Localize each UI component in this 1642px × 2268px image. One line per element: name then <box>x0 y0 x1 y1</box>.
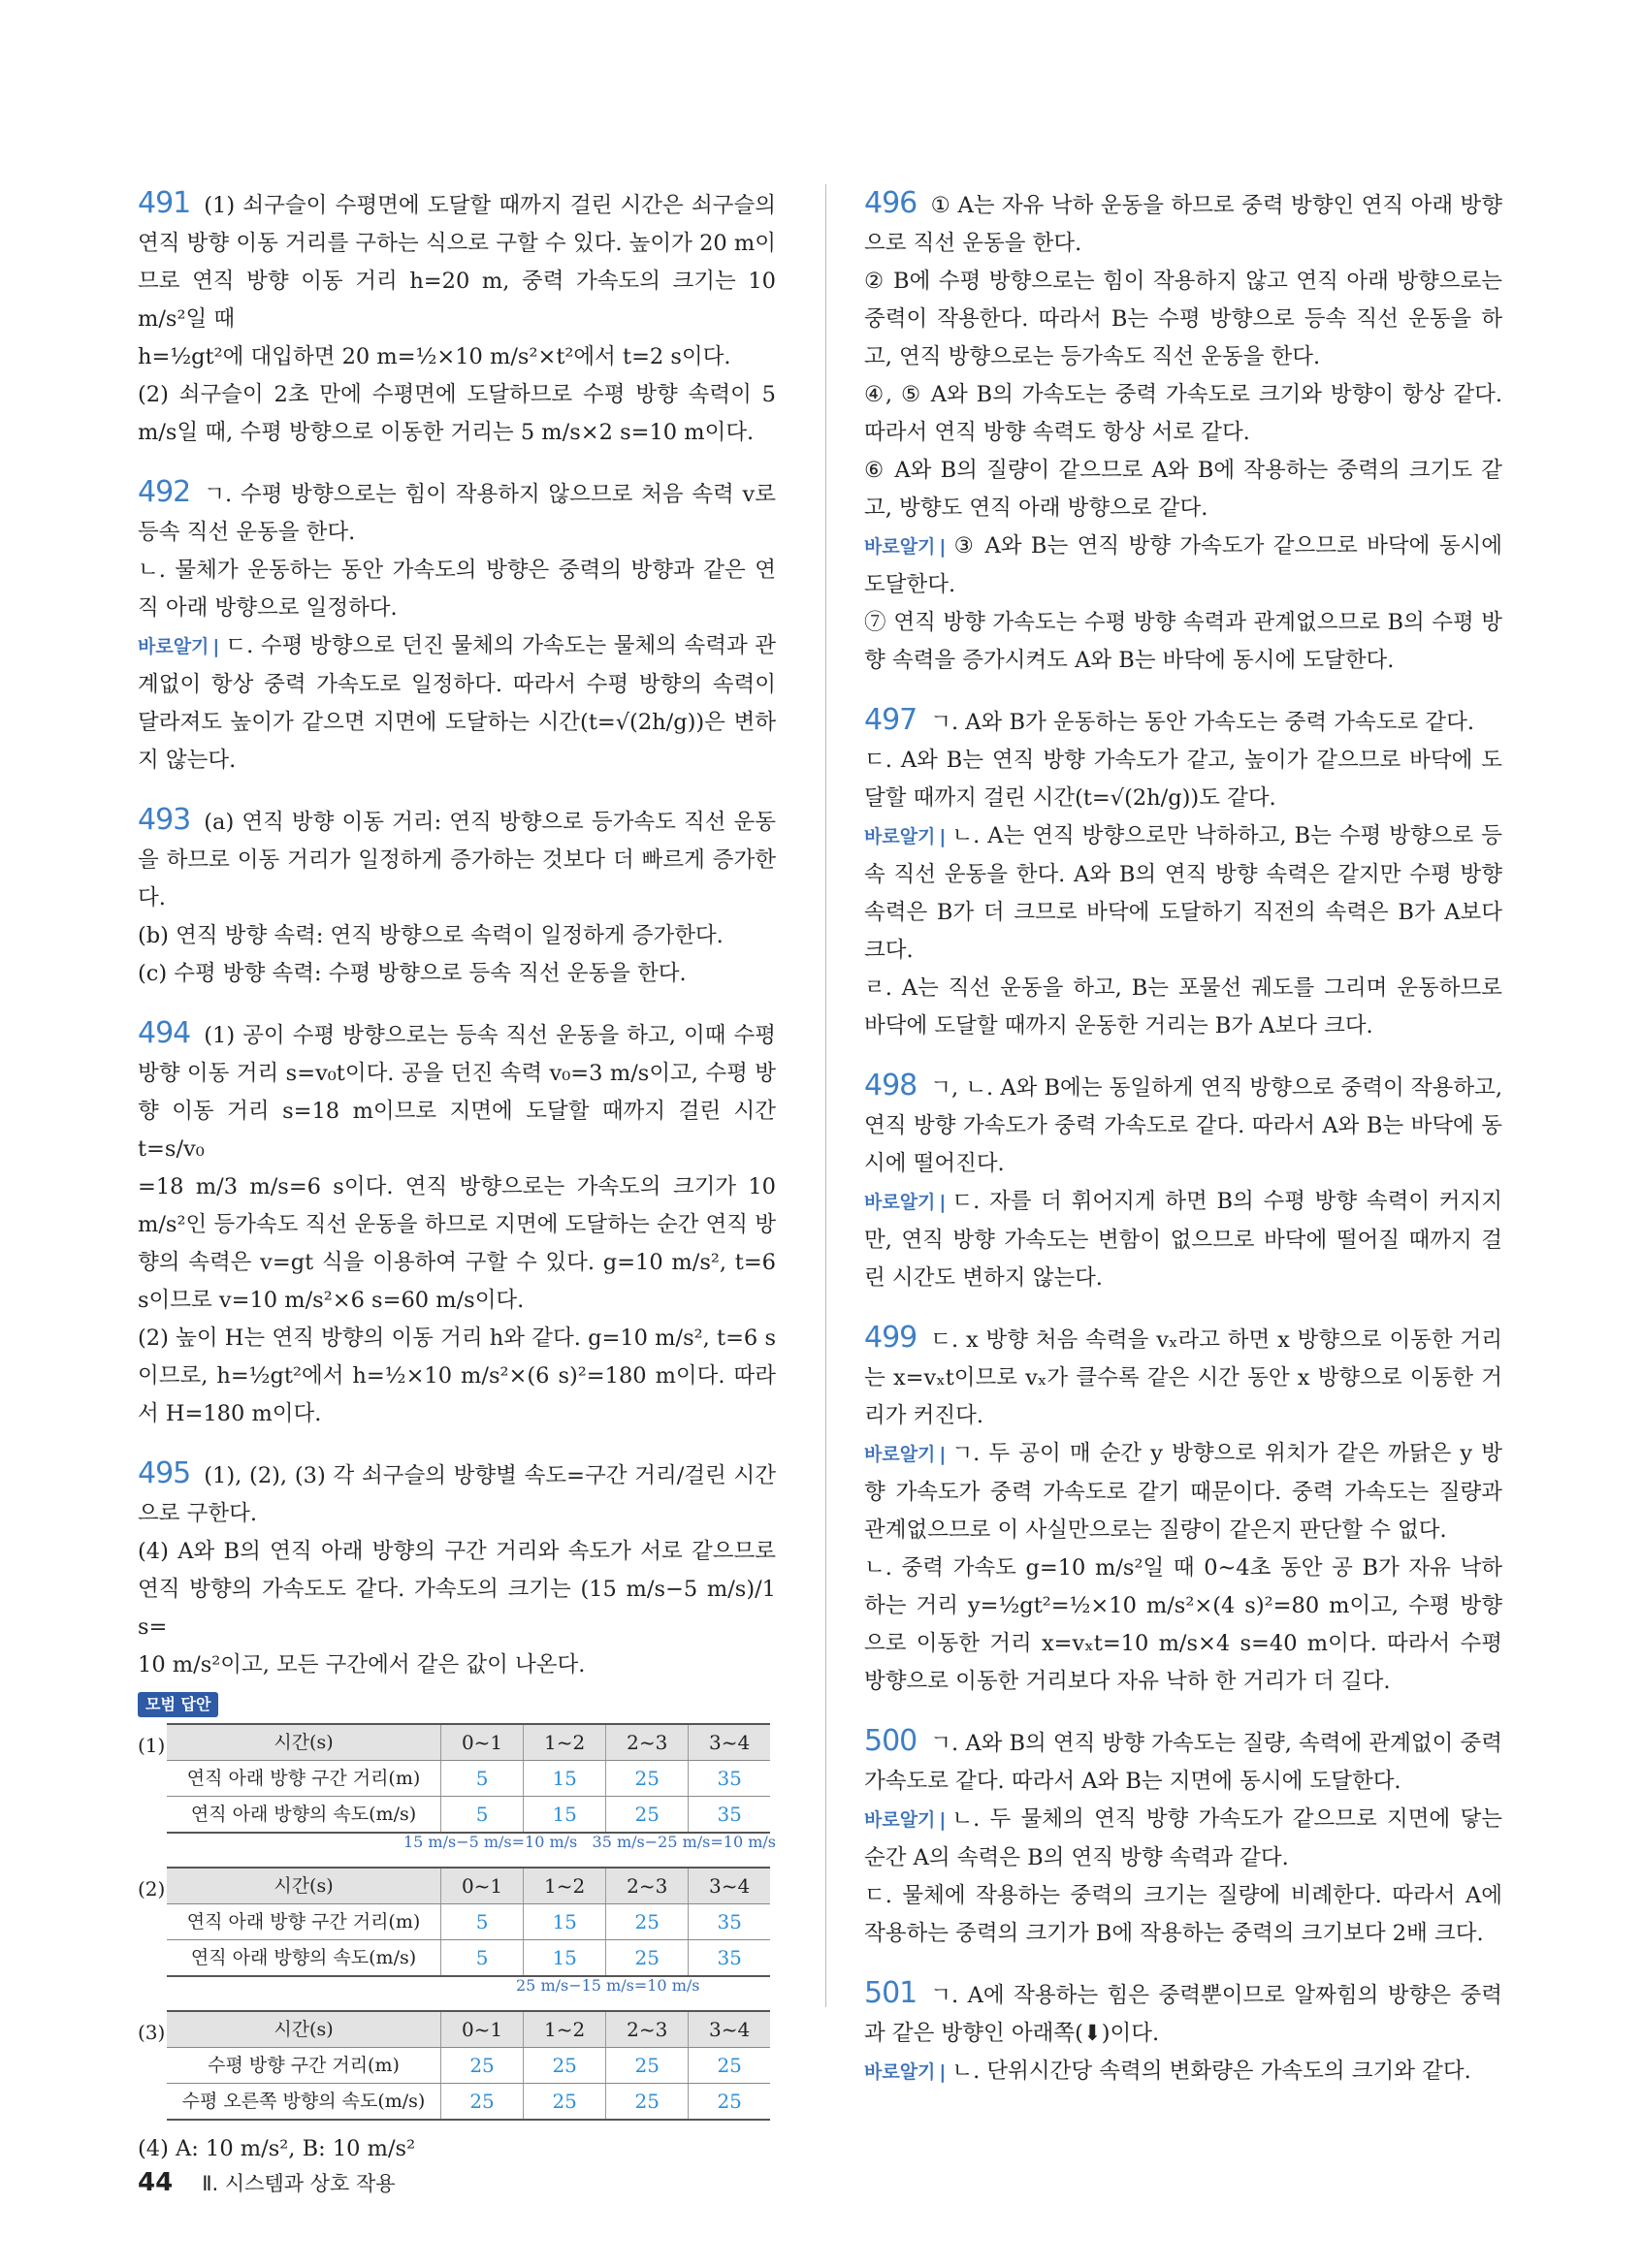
solution-line: (a) 연직 방향 이동 거리: 연직 방향으로 등가속도 직선 운동을 하므로 이동 거리가 일정하게 증가하는 것보다 더 빠르게 증가한다. <box>138 810 776 910</box>
annotation-text: 25 m/s−15 m/s=10 m/s <box>516 1976 700 1995</box>
annotation-text: 35 m/s−25 m/s=10 m/s <box>592 1833 776 1851</box>
solution-line: ⑦ 연직 방향 가속도는 수평 방향 속력과 관계없으므로 B의 수평 방향 속력을 증가시켜도 A와 B는 바닥에 동시에 도달한다. <box>864 610 1502 673</box>
solution-line: ① A는 자유 낙하 운동을 하므로 중력 방향인 연직 아래 방향으로 직선 운동을 한다. <box>864 193 1502 256</box>
table-cell: 25 <box>689 2048 770 2084</box>
problem-498 <box>864 1067 1502 1297</box>
problem-number: 500 <box>864 1724 918 1758</box>
page-number: 44 <box>138 2168 174 2197</box>
table-cell: 25 <box>606 1940 689 1977</box>
table-cell: 15 <box>524 1904 606 1940</box>
column-divider <box>825 184 826 2007</box>
answer-4: (4) A: 10 m/s², B: 10 m/s² <box>138 2136 416 2161</box>
row-header: 수평 오른쪽 방향의 속도(m/s) <box>167 2084 441 2121</box>
difference-annotation <box>138 1977 776 2006</box>
page-footer <box>138 2168 396 2197</box>
correction-text: ㄴ. 단위시간당 속력의 변화량은 가속도의 크기와 같다. <box>951 2059 1471 2084</box>
header-cell: 0~1 <box>441 2011 524 2048</box>
solution-line: ㄹ. A는 직선 운동을 하고, B는 포물선 궤도를 그리며 운동하므로 바닥에 도달할 때까지 운동한 거리는 B가 A보다 크다. <box>864 975 1502 1038</box>
answer-table-3 <box>138 2010 776 2121</box>
row-header: 연직 아래 방향의 속도(m/s) <box>167 1797 441 1834</box>
solution-line: =18 m/3 m/s=6 s이다. 연직 방향으로는 가속도의 크기가 10 m/s²인 등가속도 직선 운동을 하므로 지면에 도달하는 순간 연직 방향의 속력은 v=gt 식을 이용하여 구할 수 있다. g=10 m/s², t=6 s이므로 v=10 m/s²×6 s=60 m/s이다. <box>138 1174 776 1313</box>
problem-495 <box>138 1454 776 2168</box>
solution-line: (b) 연직 방향 속력: 연직 방향으로 속력이 일정하게 증가한다. <box>138 923 724 948</box>
problem-number: 496 <box>864 186 918 220</box>
solution-line: ㄱ. A와 B가 운동하는 동안 가속도는 중력 가속도로 같다. <box>930 710 1475 735</box>
solution-line: (1) 쇠구슬이 수평면에 도달할 때까지 걸린 시간은 쇠구슬의 연직 방향 이동 거리를 구하는 식으로 구할 수 있다. 높이가 20 m이므로 연직 방향 이동 거리 h=20 m, 중력 가속도의 크기는 10 m/s²일 때 <box>138 193 776 332</box>
data-table <box>167 1723 770 1834</box>
header-cell: 3~4 <box>689 1868 770 1904</box>
header-cell: 0~1 <box>441 1868 524 1904</box>
solution-line: ㄷ. x 방향 처음 속력을 vₓ라고 하면 x 방향으로 이동한 거리는 x=vₓt이므로 vₓ가 클수록 같은 시간 동안 x 방향으로 이동한 거리가 커진다. <box>864 1327 1502 1428</box>
solution-line: ㄴ. 중력 가속도 g=10 m/s²일 때 0~4초 동안 공 B가 자유 낙하 하는 거리 y=½gt²=½×10 m/s²×(4 s)²=80 m이고, 수평 방향으로 이동한 거리 x=vₓt=10 m/s×4 s=40 m이다. 따라서 수평 방향으로 이동한 거리보다 자유 낙하 한 거리가 더 길다. <box>864 1555 1502 1694</box>
header-cell: 시간(s) <box>167 1868 441 1904</box>
table-cell: 5 <box>441 1797 524 1834</box>
correction-text: ③ A와 B는 연직 방향 가속도가 같으므로 바닥에 동시에 도달한다. <box>864 533 1502 597</box>
table-cell: 5 <box>441 1761 524 1797</box>
solution-line: (c) 수평 방향 속력: 수평 방향으로 등속 직선 운동을 한다. <box>138 961 687 986</box>
table-cell: 15 <box>524 1797 606 1834</box>
table-cell: 25 <box>606 1761 689 1797</box>
correction-tag: 바로알기 | <box>864 826 947 847</box>
problem-501 <box>864 1974 1502 2092</box>
table-row <box>167 1940 770 1977</box>
table-row <box>167 1761 770 1797</box>
header-cell: 3~4 <box>689 1724 770 1761</box>
row-header: 연직 아래 방향 구간 거리(m) <box>167 1904 441 1940</box>
answer-table-2 <box>138 1867 776 2006</box>
table-cell: 5 <box>441 1904 524 1940</box>
problem-number: 501 <box>864 1976 918 2010</box>
header-cell: 1~2 <box>524 1868 606 1904</box>
header-cell: 1~2 <box>524 2011 606 2048</box>
table-cell: 25 <box>606 2048 689 2084</box>
header-cell: 2~3 <box>606 2011 689 2048</box>
solution-line: ㄷ. 물체에 작용하는 중력의 크기는 질량에 비례한다. 따라서 A에 작용하는 중력의 크기가 B에 작용하는 중력의 크기보다 2배 크다. <box>864 1883 1502 1946</box>
solution-line: (2) 쇠구슬이 2초 만에 수평면에 도달하므로 수평 방향 속력이 5 m/s일 때, 수평 방향으로 이동한 거리는 5 m/s×2 s=10 m이다. <box>138 382 776 445</box>
header-cell: 시간(s) <box>167 2011 441 2048</box>
correction-tag: 바로알기 | <box>864 1444 947 1465</box>
table-cell: 25 <box>524 2084 606 2121</box>
difference-annotation <box>138 1834 776 1863</box>
header-cell: 2~3 <box>606 1868 689 1904</box>
table-header-row <box>167 1724 770 1761</box>
table-cell: 25 <box>524 2048 606 2084</box>
table-cell: 25 <box>689 2084 770 2121</box>
solution-line: ㄴ. 물체가 운동하는 동안 가속도의 방향은 중력의 방향과 같은 연직 아래 방향으로 일정하다. <box>138 558 776 621</box>
annotation-text: 15 m/s−5 m/s=10 m/s <box>402 1833 578 1851</box>
left-column <box>138 184 776 2189</box>
table-cell: 5 <box>441 1940 524 1977</box>
data-table <box>167 2010 770 2121</box>
problem-494 <box>138 1014 776 1433</box>
table-label: (2) <box>138 1877 166 1901</box>
data-table <box>167 1867 770 1977</box>
solution-line: ㄱ, ㄴ. A와 B에는 동일하게 연직 방향으로 중력이 작용하고, 연직 방향 가속도가 중력 가속도로 같다. 따라서 A와 B는 바닥에 동시에 떨어진다. <box>864 1075 1502 1176</box>
table-row <box>167 2048 770 2084</box>
correction-text: ㄴ. A는 연직 방향으로만 낙하하고, B는 수평 방향으로 등속 직선 운동을 한다. A와 B의 연직 방향 속력은 같지만 수평 방향 속력은 B가 더 크므로 바닥에 도달하기 직전의 속력은 B가 A보다 크다. <box>864 823 1502 963</box>
solution-line: h=½gt²에 대입하면 20 m=½×10 m/s²×t²에서 t=2 s이다. <box>138 344 731 369</box>
problem-492 <box>138 473 776 780</box>
row-header: 연직 아래 방향 구간 거리(m) <box>167 1761 441 1797</box>
solution-line: ㄱ. A에 작용하는 힘은 중력뿐이므로 알짜힘의 방향은 중력과 같은 방향인 아래쪽(⬇)이다. <box>864 1983 1502 2046</box>
table-cell: 15 <box>524 1940 606 1977</box>
correction-tag: 바로알기 | <box>864 1192 947 1213</box>
table-header-row <box>167 1868 770 1904</box>
solution-line: ㄷ. A와 B는 연직 방향 가속도가 같고, 높이가 같으므로 바닥에 도달할 때까지 걸린 시간(t=√(2h/g))도 같다. <box>864 748 1502 811</box>
solution-line: ㄱ. 수평 방향으로는 힘이 작용하지 않으므로 처음 속력 v로 등속 직선 운동을 한다. <box>138 482 776 545</box>
table-cell: 35 <box>689 1761 770 1797</box>
chapter-title: Ⅱ. 시스템과 상호 작용 <box>202 2172 396 2195</box>
header-cell: 3~4 <box>689 2011 770 2048</box>
solution-line: ② B에 수평 방향으로는 힘이 작용하지 않고 연직 아래 방향으로는 중력이 작용한다. 따라서 B는 수평 방향으로 등속 직선 운동을 하고, 연직 방향으로는 등가속도 직선 운동을 한다. <box>864 269 1502 369</box>
table-cell: 35 <box>689 1904 770 1940</box>
solution-line: (1) 공이 수평 방향으로는 등속 직선 운동을 하고, 이때 수평 방향 이동 거리 s=v₀t이다. 공을 던진 속력 v₀=3 m/s이고, 수평 방향 이동 거리 s=18 m이므로 지면에 도달할 때까지 걸린 시간 t=s/v₀ <box>138 1023 776 1162</box>
table-cell: 15 <box>524 1761 606 1797</box>
table-row <box>167 2084 770 2121</box>
row-header: 연직 아래 방향의 속도(m/s) <box>167 1940 441 1977</box>
problem-491 <box>138 184 776 452</box>
model-answer-badge: 모범 답안 <box>138 1692 218 1717</box>
table-cell: 25 <box>606 1904 689 1940</box>
solution-line: (1), (2), (3) 각 쇠구슬의 방향별 속도=구간 거리/걸린 시간으로 구한다. <box>138 1463 776 1526</box>
table-cell: 35 <box>689 1940 770 1977</box>
table-row <box>167 1904 770 1940</box>
solution-line: (2) 높이 H는 연직 방향의 이동 거리 h와 같다. g=10 m/s², t=6 s이므로, h=½gt²에서 h=½×10 m/s²×(6 s)²=180 m이다. 따라서 H=180 m이다. <box>138 1326 776 1426</box>
table-row <box>167 1797 770 1834</box>
problem-number: 491 <box>138 186 191 220</box>
problem-number: 492 <box>138 475 191 509</box>
problem-number: 499 <box>864 1321 918 1355</box>
problem-497 <box>864 701 1502 1045</box>
table-label: (3) <box>138 2021 166 2044</box>
correction-tag: 바로알기 | <box>864 2061 947 2083</box>
right-column <box>864 184 1502 2113</box>
header-cell: 1~2 <box>524 1724 606 1761</box>
correction-tag: 바로알기 | <box>138 636 220 657</box>
solution-line: ⑥ A와 B의 질량이 같으므로 A와 B에 작용하는 중력의 크기도 같고, 방향도 연직 아래 방향으로 같다. <box>864 458 1502 521</box>
table-cell: 25 <box>606 2084 689 2121</box>
header-cell: 2~3 <box>606 1724 689 1761</box>
row-header: 수평 방향 구간 거리(m) <box>167 2048 441 2084</box>
problem-493 <box>138 801 776 993</box>
solution-line: ㄱ. A와 B의 연직 방향 가속도는 질량, 속력에 관계없이 중력 가속도로 같다. 따라서 A와 B는 지면에 동시에 도달한다. <box>864 1731 1502 1794</box>
table-label: (1) <box>138 1734 166 1757</box>
table-cell: 25 <box>441 2084 524 2121</box>
problem-number: 494 <box>138 1016 191 1050</box>
correction-tag: 바로알기 | <box>864 1809 947 1831</box>
correction-text: ㄷ. 자를 더 휘어지게 하면 B의 수평 방향 속력이 커지지만, 연직 방향 가속도는 변함이 없으므로 바닥에 떨어질 때까지 걸린 시간도 변하지 않는다. <box>864 1189 1502 1291</box>
problem-499 <box>864 1319 1502 1701</box>
correction-text: ㄷ. 수평 방향으로 던진 물체의 가속도는 물체의 속력과 관계없이 항상 중력 가속도로 일정하다. 따라서 수평 방향의 속력이 달라져도 높이가 같으면 지면에 도달하는 시간(t=√(2h/g))은 변하지 않는다. <box>138 633 776 773</box>
table-header-row <box>167 2011 770 2048</box>
table-cell: 25 <box>441 2048 524 2084</box>
problem-number: 493 <box>138 803 191 837</box>
correction-text: ㄴ. 두 물체의 연직 방향 가속도가 같으므로 지면에 닿는 순간 A의 속력은 B의 연직 방향 속력과 같다. <box>864 1806 1502 1870</box>
problem-500 <box>864 1722 1502 1953</box>
correction-tag: 바로알기 | <box>864 536 947 558</box>
solution-line: 10 m/s²이고, 모든 구간에서 같은 값이 나온다. <box>138 1652 586 1677</box>
problem-number: 497 <box>864 703 918 737</box>
answer-table-1 <box>138 1723 776 1863</box>
header-cell: 0~1 <box>441 1724 524 1761</box>
solution-line: ④, ⑤ A와 B의 가속도는 중력 가속도로 크기와 방향이 항상 같다. 따라서 연직 방향 속력도 항상 서로 같다. <box>864 382 1502 445</box>
problem-number: 495 <box>138 1456 191 1490</box>
header-cell: 시간(s) <box>167 1724 441 1761</box>
correction-text: ㄱ. 두 공이 매 순간 y 방향으로 위치가 같은 까닭은 y 방향 가속도가 중력 가속도로 같기 때문이다. 중력 가속도는 질량과 관계없으므로 이 사실만으로는 질량이 같은지 판단할 수 없다. <box>864 1441 1502 1543</box>
table-cell: 25 <box>606 1797 689 1834</box>
table-cell: 35 <box>689 1797 770 1834</box>
solution-line: (4) A와 B의 연직 아래 방향의 구간 거리와 속도가 서로 같으므로 연직 방향의 가속도도 같다. 가속도의 크기는 (15 m/s−5 m/s)/1 s= <box>138 1539 776 1640</box>
problem-number: 498 <box>864 1069 918 1102</box>
problem-496 <box>864 184 1502 680</box>
